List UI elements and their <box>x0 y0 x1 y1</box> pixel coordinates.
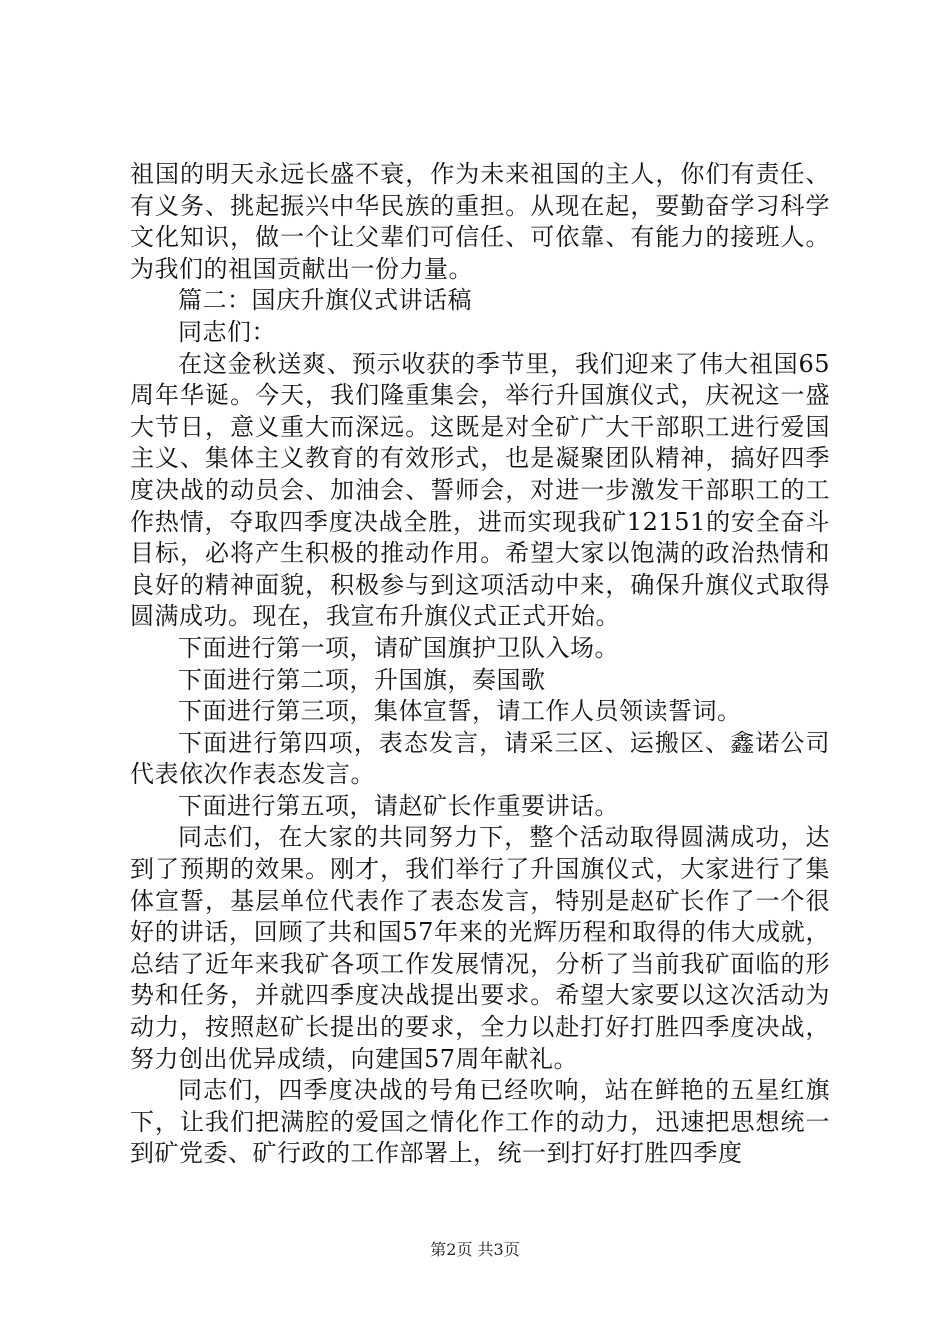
paragraph-1: 祖国的明天永远长盛不衰，作为未来祖国的主人，你们有责任、有义务、挑起振兴中华民族的重担。从现在起，要勤奋学习科学文化知识，做一个让父辈们可信任、可依靠、有能力的接班人。为我们的祖国贡献出一份力量。 <box>130 160 830 283</box>
paragraph-summary: 同志们，在大家的共同努力下，整个活动取得圆满成功，达到了预期的效果。刚才，我们举行了升国旗仪式，大家进行了集体宣誓，基层单位代表作了表态发言，特别是赵矿长作了一个很好的讲话，回顾了共和国57年来的光辉历程和取得的伟大成就，总结了近年来我矿各项工作发展情况，分析了当前我矿面临的形势和任务，并就四季度决战提出要求。希望大家要以这次活动为动力，按照赵矿长提出的要求，全力以赴打好打胜四季度决战，努力创出优异成绩，向建国57周年献礼。 <box>130 823 830 1073</box>
document-body <box>130 159 830 1170</box>
section-heading: 篇二：国庆升旗仪式讲话稿 <box>178 286 472 315</box>
agenda-item-3: 下面进行第三项，集体宣誓，请工作人员领读誓词。 <box>178 697 742 726</box>
agenda-item-5: 下面进行第五项，请赵矿长作重要讲话。 <box>178 791 619 820</box>
paragraph-closing: 同志们，四季度决战的号角已经吹响，站在鲜艳的五星红旗下，让我们把满腔的爱国之情化作工作的动力，迅速把思想统一到矿党委、矿行政的工作部署上，统一到打好打胜四季度 <box>130 1076 830 1168</box>
page-footer: 第2页 共3页 <box>430 1240 520 1259</box>
agenda-item-4: 下面进行第四项，表态发言，请采三区、运搬区、鑫诺公司代表依次作表态发言。 <box>130 728 830 789</box>
salutation: 同志们： <box>178 317 276 346</box>
paragraph-opening: 在这金秋送爽、预示收获的季节里，我们迎来了伟大祖国65周年华诞。今天，我们隆重集会，举行升国旗仪式，庆祝这一盛大节日，意义重大而深远。这既是对全矿广大干部职工进行爱国主义、集体主义教育的有效形式，也是凝聚团队精神，搞好四季度决战的动员会、加油会、誓师会，对进一步激发干部职工的工作热情，夺取四季度决战全胜，进而实现我矿12151的安全奋斗目标，必将产生积极的推动作用。希望大家以饱满的政治热情和良好的精神面貌，积极参与到这项活动中来，确保升旗仪式取得圆满成功。现在，我宣布升旗仪式正式开始。 <box>130 349 830 631</box>
agenda-item-1: 下面进行第一项，请矿国旗护卫队入场。 <box>178 633 619 662</box>
agenda-item-2: 下面进行第二项，升国旗，奏国歌 <box>178 665 546 694</box>
